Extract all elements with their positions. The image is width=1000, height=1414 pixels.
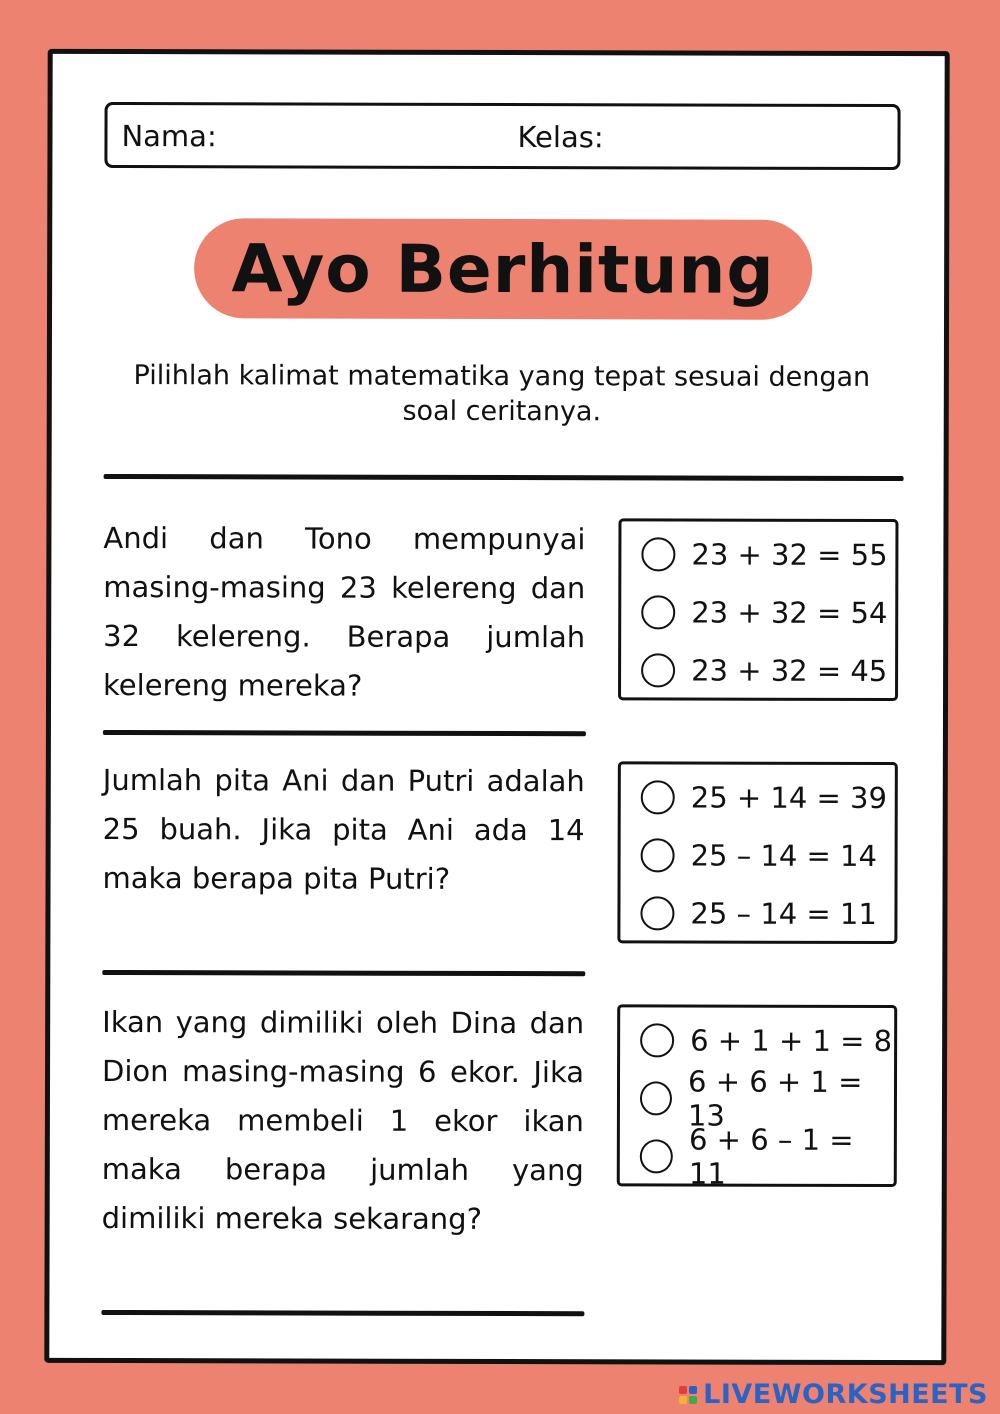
divider (104, 474, 904, 481)
question-1-options (618, 518, 898, 701)
liveworksheets-watermark (679, 1379, 988, 1410)
option[interactable] (641, 650, 887, 691)
option[interactable] (641, 592, 887, 633)
divider (102, 970, 585, 976)
liveworksheets-logo-icon (679, 1386, 697, 1404)
option[interactable] (641, 835, 877, 876)
question-3-options (617, 1004, 897, 1191)
radio-button[interactable] (640, 896, 674, 930)
radio-button[interactable] (641, 780, 675, 814)
class-label: Kelas: (517, 120, 604, 155)
option-label: 23 + 32 = 45 (691, 653, 888, 689)
option-label: 25 – 14 = 11 (690, 896, 877, 931)
question-3-text: Ikan yang dimiliki oleh Dina dan Dion masing-masing 6 ekor. Jika mereka membeli 1 ekor ikan maka berapa jumlah yang dimiliki mereka sekarang? (101, 1004, 585, 1236)
question-2-text: Jumlah pita Ani dan Putri adalah 25 buah. Jika pita Ani ada 14 maka berapa pita Putri? (102, 762, 585, 896)
page-title: Ayo Berhitung (231, 229, 775, 309)
option[interactable] (640, 1020, 892, 1061)
option-label: 23 + 32 = 55 (691, 537, 888, 573)
option-label: 25 – 14 = 14 (690, 838, 878, 873)
option[interactable] (641, 777, 887, 818)
student-info-box (104, 102, 900, 170)
option-label: 23 + 32 = 54 (691, 595, 888, 631)
name-label: Nama: (121, 119, 217, 154)
watermark-text: LIVEWORKSHEETS (703, 1379, 988, 1410)
divider (103, 730, 586, 736)
option-label: 25 + 14 = 39 (690, 780, 887, 816)
radio-button[interactable] (641, 595, 675, 629)
instruction-text: Pilihlah kalimat matematika yang tepat sesuai dengan soal ceritanya. (133, 360, 871, 428)
question-1-text: Andi dan Tono mempunyai masing-masing 23 kelereng dan 32 kelereng. Berapa jumlah kelereng mereka? (103, 520, 586, 703)
option[interactable] (640, 893, 876, 934)
divider (101, 1310, 584, 1316)
radio-button[interactable] (641, 537, 675, 571)
question-2-options (617, 761, 897, 944)
radio-button[interactable] (641, 838, 675, 872)
worksheet-page (44, 49, 949, 1365)
option[interactable] (641, 534, 887, 575)
title-banner (194, 218, 812, 320)
option[interactable] (640, 1064, 894, 1133)
option[interactable] (640, 1122, 894, 1191)
option-label: 6 + 6 – 1 = 11 (688, 1122, 854, 1191)
radio-button[interactable] (640, 1081, 672, 1115)
radio-button[interactable] (640, 1139, 673, 1173)
option-label: 6 + 6 + 1 = 13 (687, 1064, 863, 1133)
option-label: 6 + 1 + 1 = 8 (690, 1023, 893, 1059)
radio-button[interactable] (640, 1023, 674, 1057)
radio-button[interactable] (641, 653, 675, 687)
